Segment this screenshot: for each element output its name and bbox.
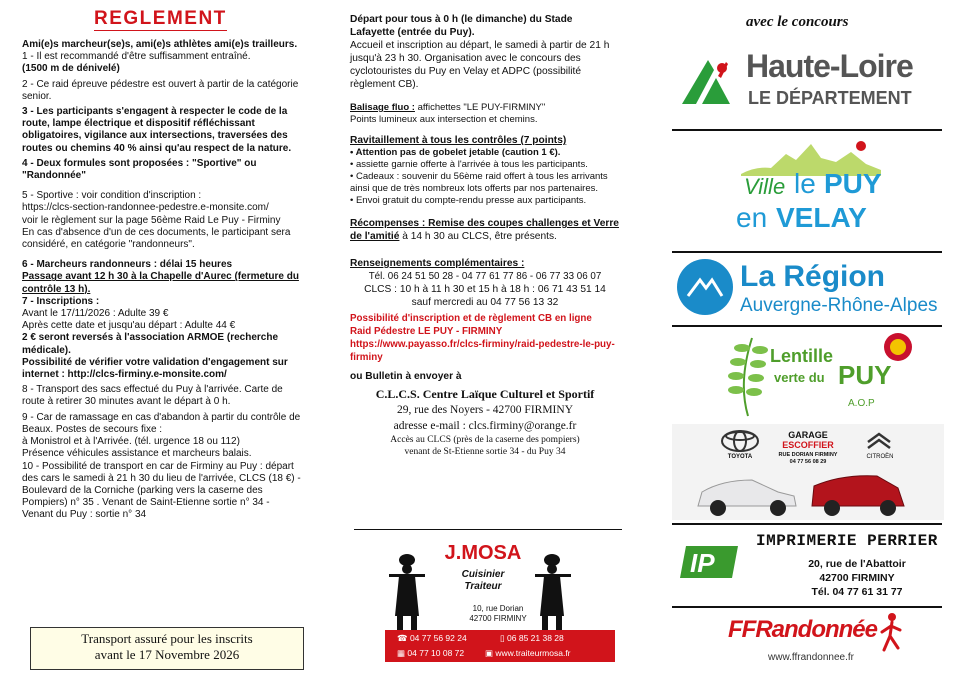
haute-loire-sub: LE DÉPARTEMENT bbox=[748, 88, 912, 108]
imprimerie-name: IMPRIMERIE PERRIER bbox=[756, 532, 938, 550]
garage-ad bbox=[672, 424, 944, 520]
ravitaillement-2: • assiette garnie offerte à l'arrivée à tous les participants. bbox=[350, 159, 588, 170]
garage-title-2: ESCOFFIER bbox=[782, 440, 834, 450]
organisation-block bbox=[350, 386, 620, 458]
rule-8: 8 - Transport des sacs effectué du Puy à l'arrivée. Carte de route à retirer 30 minutes avant le départ à 0 h. bbox=[22, 384, 283, 408]
divider-4 bbox=[672, 523, 942, 525]
rule-5-page: voir le règlement sur la page 56ème Raid Le Puy - Firminy bbox=[22, 214, 281, 226]
mosa-addr-1: 10, rue Dorian bbox=[472, 604, 524, 613]
reglement-title: REGLEMENT bbox=[94, 8, 227, 29]
ffrandonnee-url[interactable]: www.ffrandonnee.fr bbox=[768, 652, 854, 663]
garage-title-1: GARAGE bbox=[788, 430, 828, 440]
ip-logo-icon bbox=[680, 542, 740, 582]
transport-notice bbox=[30, 627, 304, 670]
region-mountain-icon bbox=[676, 258, 734, 316]
imprimerie-ad bbox=[680, 532, 944, 602]
region-name: La Région bbox=[740, 260, 886, 293]
transport-line-2: avant le 17 Novembre 2026 bbox=[94, 647, 240, 662]
rule-7-price-late: Après cette date et jusqu'au départ : Adulte 44 € bbox=[22, 320, 236, 332]
mosa-name: J.MOSA bbox=[444, 542, 522, 564]
org-email[interactable]: adresse e-mail : clcs.firminy@orange.fr bbox=[393, 420, 577, 432]
rule-7-price-early: Avant le 17/11/2026 : Adulte 39 € bbox=[22, 308, 169, 320]
balisage-text-2: Points lumineux aux intersection et chemins. bbox=[350, 114, 538, 125]
rule-6: 6 - Marcheurs randonneurs : délai 15 heures bbox=[22, 259, 233, 271]
imprimerie-address: 20, rue de l'Abattoir bbox=[808, 558, 906, 570]
lentille-aop: A.O.P bbox=[848, 398, 875, 409]
divider-3 bbox=[672, 325, 942, 327]
mosa-contact-bar: ☎ 04 77 56 92 24 ▯ 06 85 21 38 28 ▦ 04 77 10 08 72 ▣ www.traiteurmosa.fr bbox=[385, 630, 615, 662]
bulletin-text: ou Bulletin à envoyer à bbox=[350, 371, 462, 382]
mosa-web[interactable]: www.traiteurmosa.fr bbox=[495, 648, 571, 658]
sponsors-column bbox=[672, 0, 944, 681]
mosa-tel-2: 06 85 21 38 28 bbox=[507, 633, 564, 643]
online-url[interactable]: https://www.payasso.fr/clcs-firminy/raid-pedestre-le-puy-firminy bbox=[350, 339, 615, 363]
mosa-role-2: Traiteur bbox=[464, 581, 502, 592]
rule-7-validation: Possibilité de vérifier votre validation d'engagement sur internet : http://clcs-firminy.e-monsite.com/ bbox=[22, 356, 288, 381]
divider-2 bbox=[672, 251, 942, 253]
ffrandonnee-logo bbox=[728, 612, 928, 672]
renseignements-title: Renseignements complémentaires : bbox=[350, 258, 525, 269]
rule-7-armoe: 2 € seront reversés à l'association ARMOE (recherche médicale). bbox=[22, 332, 279, 356]
recompenses-text: à 14 h 30 au CLCS, être présents. bbox=[402, 231, 557, 242]
haute-loire-logo bbox=[674, 48, 944, 118]
mosa-addr-2: 42700 FIRMINY bbox=[469, 614, 527, 623]
org-access-2: venant de St-Etienne sortie 34 - du Puy 34 bbox=[404, 447, 566, 457]
mosa-tel-3: 04 77 10 08 72 bbox=[407, 648, 465, 658]
haute-loire-mark-icon bbox=[674, 52, 744, 112]
rule-9-assistance: Présence véhicules assistance et marcheurs balais. bbox=[22, 448, 252, 460]
toyota-logo-icon bbox=[720, 430, 760, 452]
divider-5 bbox=[672, 606, 942, 608]
rule-6-passage: Passage avant 12 h 30 à la Chapelle d'Aurec (fermeture du contrôle 13 h). bbox=[22, 271, 299, 295]
haute-loire-name: Haute-Loire bbox=[746, 48, 913, 84]
puy-velay: VELAY bbox=[776, 202, 867, 233]
cars-icon bbox=[692, 466, 932, 518]
aop-seal-icon bbox=[883, 332, 913, 362]
garage-tel: 04 77 56 08 29 bbox=[789, 459, 827, 465]
lentille-word-3: PUY bbox=[838, 360, 892, 390]
rule-3: 3 - Les participants s'engagent à respecter le code de la route, lampe électrique et dispositif réfléchissant obligatoires, vigilance aux intersections, traversées des routes ou chemins 40 % ainsi qu'au respect de la nature. bbox=[22, 106, 292, 154]
toyota-label: TOYOTA bbox=[727, 454, 753, 460]
lentil-plant-icon bbox=[708, 332, 768, 418]
reglement-column bbox=[22, 0, 302, 522]
lentille-logo bbox=[708, 332, 918, 420]
rule-1-elevation: (1500 m de dénivelé) bbox=[22, 63, 120, 75]
garage-address: RUE DORIAN FIRMINY bbox=[778, 452, 838, 458]
rule-9: 9 - Car de ramassage en cas d'abandon à partir du contrôle de Beaux. Postes de secours fixe : bbox=[22, 411, 301, 435]
concours-text: avec le concours bbox=[746, 14, 849, 30]
citroen-label: CITROËN bbox=[866, 454, 894, 460]
ravitaillement-1: • Attention pas de gobelet jetable (caution 1 €). bbox=[350, 147, 561, 158]
ravitaillement-title: Ravitaillement à tous les contrôles (7 points) bbox=[350, 135, 567, 146]
mosa-role-1: Cuisinier bbox=[461, 569, 505, 580]
puy-en-velay-logo bbox=[736, 136, 886, 242]
imprimerie-city: 42700 FIRMINY bbox=[819, 572, 895, 584]
org-name: C.L.C.S. Centre Laïque Culturel et Sportif bbox=[375, 387, 595, 401]
intro-text: Ami(e)s marcheur(se)s, ami(e)s athlètes ami(e)s trailleurs. bbox=[22, 39, 298, 50]
balisage-text: affichettes "LE PUY-FIRMINY" bbox=[417, 102, 546, 113]
ravitaillement-3: • Cadeaux : souvenir du 56ème raid offert à tous les arrivants ainsi que de très nombreux lots offerts par nos partenaires. bbox=[350, 171, 608, 194]
online-2: Raid Pédestre LE PUY - FIRMINY bbox=[350, 326, 503, 337]
puy-puy: PUY bbox=[824, 168, 882, 199]
rule-5: 5 - Sportive : voir condition d'inscription : bbox=[22, 190, 202, 202]
rule-5-absence: En cas d'absence d'un de ces documents, le participant sera considéré, en catégorie "randonneurs". bbox=[22, 226, 291, 251]
rule-1: 1 - Il est recommandé d'être suffisamment entraîné. bbox=[22, 51, 251, 63]
renseignements-clcs: CLCS : 10 h à 11 h 30 et 15 h à 18 h : 06 71 43 51 14 bbox=[364, 284, 606, 295]
ip-logo-text: IP bbox=[690, 548, 715, 578]
depart-text: Accueil et inscription au départ, le samedi à partir de 21 h jusqu'à 23 h 30. Organisation avec le concours des cyclotouristes du Puy en Velay et ADPC (possibilité règlement CB). bbox=[350, 40, 610, 90]
balisage-label: Balisage fluo : bbox=[350, 102, 415, 113]
mosa-ad bbox=[385, 536, 615, 664]
lentille-word-2: verte du bbox=[774, 370, 825, 385]
renseignements-sauf: sauf mercredi au 04 77 56 13 32 bbox=[411, 297, 559, 308]
org-address: 29, rue des Noyers - 42700 FIRMINY bbox=[397, 404, 573, 416]
transport-line-1: Transport assuré pour les inscrits bbox=[81, 631, 253, 646]
rule-4: 4 - Deux formules sont proposées : "Sportive" ou "Randonnée" bbox=[22, 157, 257, 182]
imprimerie-tel: Tél. 04 77 61 31 77 bbox=[811, 586, 903, 598]
lentille-word-1: Lentille bbox=[770, 346, 834, 366]
rule-9-monistrol: à Monistrol et à l'Arrivée. (tél. urgence 18 ou 112) bbox=[22, 436, 240, 448]
org-access-1: Accès au CLCS (près de la caserne des pompiers) bbox=[390, 435, 580, 445]
ravitaillement-4: • Envoi gratuit du compte-rendu presse aux participants. bbox=[350, 195, 587, 206]
region-sub: Auvergne-Rhône-Alpes bbox=[740, 295, 938, 316]
info-column bbox=[350, 0, 620, 458]
puy-ville: Ville bbox=[744, 174, 786, 199]
mosa-tel-1: 04 77 56 92 24 bbox=[409, 633, 467, 643]
depart-title: Départ pour tous à 0 h (le dimanche) du Stade Lafayette (entrée du Puy). bbox=[350, 14, 573, 38]
region-logo bbox=[676, 258, 946, 318]
hiker-icon bbox=[878, 612, 904, 652]
divider-1 bbox=[672, 129, 942, 131]
puy-le: le bbox=[794, 168, 816, 199]
citroen-logo-icon bbox=[864, 430, 894, 452]
col2-divider bbox=[354, 529, 622, 530]
rule-5-url[interactable]: https://clcs-section-randonnee-pedestre.e-monsite.com/ bbox=[22, 202, 269, 214]
recompenses-title: Récompenses : Remise des coupes challenges et Verre de l'amitié bbox=[350, 218, 619, 242]
rule-10: 10 - Possibilité de transport en car de Firminy au Puy : départ des cars le samedi à 21 h 30 du lieu de l'arrivée, CLCS (18 €) - Boulevard de la Corniche (parking vers la caserne des Pompiers) n° 35 . Venant de Saint-Etienne sortie n° 34 - Venant du Puy : sortie n° 34 bbox=[22, 460, 301, 521]
puy-en: en bbox=[736, 202, 768, 233]
rule-7: 7 - Inscriptions : bbox=[22, 295, 100, 307]
rule-2: 2 - Ce raid épreuve pédestre est ouvert à partir de la catégorie senior. bbox=[22, 78, 299, 102]
online-1: Possibilité d'inscription et de règlement CB en ligne bbox=[350, 313, 592, 324]
renseignements-tel: Tél. 06 24 51 50 28 - 04 77 61 77 86 - 06 77 33 06 07 bbox=[368, 271, 602, 282]
ffrandonnee-name: FFRandonnée bbox=[728, 616, 877, 643]
